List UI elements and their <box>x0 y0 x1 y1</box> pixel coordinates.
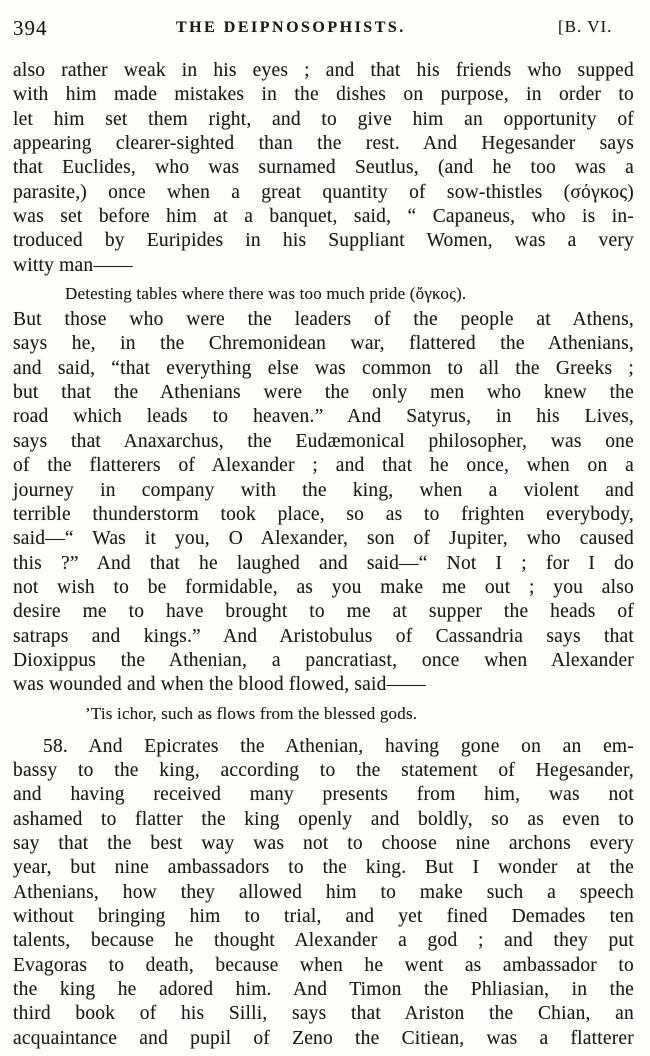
text-line: and said, “that everything else was common to all the Greeks ; <box>13 357 634 379</box>
text-line: that Euclides, who was surnamed Seutlus, (and he too was a <box>13 157 634 179</box>
text-line: parasite,) once when a great quantity of sow-thistles (σόγκος) <box>13 181 634 203</box>
text-line: with him made mistakes in the dishes on purpose, in order to <box>13 84 634 106</box>
text-line: 58. And Epicrates the Athenian, having gone on an em- <box>43 735 634 757</box>
paragraph <box>13 308 634 698</box>
paragraph <box>13 735 634 1051</box>
text-line: troduced by Euripides in his Suppliant Women, was a very <box>13 230 634 252</box>
text-line: and having received many presents from him, was not <box>13 784 634 806</box>
text-line: road which leads to heaven.” And Satyrus, in his Lives, <box>13 406 634 428</box>
paragraph <box>13 59 634 278</box>
text-line: Dioxippus the Athenian, a pancratiast, once when Alexander <box>13 649 634 671</box>
text-line: say that the best way was not to choose nine archons every <box>13 832 634 854</box>
text-line: let him set them right, and to give him an opportunity of <box>13 108 634 130</box>
text-line: Athenians, how they allowed him to make such a speech <box>13 881 634 903</box>
text-line: year, but nine ambassadors to the king. But I wonder at the <box>13 857 634 879</box>
text-line: acquaintance and pupil of Zeno the Citiean, was a flatterer <box>13 1027 634 1049</box>
text-line: was wounded and when the blood flowed, said—— <box>13 674 427 696</box>
verse-quote <box>65 282 634 305</box>
text-line: the king he adored him. And Timon the Phliasian, in the <box>13 979 634 1001</box>
text-line: third book of his Silli, says that Ariston the Chian, an <box>13 1003 634 1025</box>
text-line: desire me to have brought to me at supper the heads of <box>13 601 634 623</box>
verse-quote <box>85 702 634 725</box>
page-number: 394 <box>13 16 48 40</box>
text-line: appearing clearer-sighted than the rest. And Hegesander says <box>13 133 634 155</box>
text-line: Evagoras to death, because when he went as ambassador to <box>13 954 634 976</box>
page-body <box>13 59 634 1051</box>
running-head <box>13 16 634 42</box>
text-line: of the flatterers of Alexander ; and that he once, when on a <box>13 455 634 477</box>
text-line: says that Anaxarchus, the Eudæmonical philosopher, was one <box>13 430 634 452</box>
text-line: was set before him at a banquet, said, “ Capaneus, who is in- <box>13 206 634 228</box>
text-line: but that the Athenians were the only men who knew the <box>13 382 634 404</box>
text-line: without bringing him to trial, and yet fined Demades ten <box>13 906 634 927</box>
text-line: says he, in the Chremonidean war, flattered the Athenians, <box>13 333 634 355</box>
text-line: satraps and kings.” And Aristobulus of Cassandria says that <box>13 625 634 647</box>
text-line: this ?” And that he laughed and said—“ Not I ; for I do <box>13 552 634 574</box>
text-line: not wish to be formidable, as you make me out ; you also <box>13 576 634 598</box>
text-line: said—“ Was it you, O Alexander, son of Jupiter, who caused <box>13 528 634 550</box>
text-line: terrible thunderstorm took place, so as to frighten everybody, <box>13 503 634 525</box>
quote-line: ’Tis ichor, such as flows from the blessed gods. <box>85 703 418 723</box>
text-line: also rather weak in his eyes ; and that his friends who supped <box>13 60 634 81</box>
text-line: witty man—— <box>13 254 133 276</box>
text-line: journey in company with the king, when a violent and <box>13 479 634 501</box>
text-line: bassy to the king, according to the statement of Hegesander, <box>13 759 634 781</box>
book-reference: [B. VI. <box>558 17 613 36</box>
text-line: But those who were the leaders of the people at Athens, <box>13 309 634 331</box>
running-title: THE DEIPNOSOPHISTS. <box>176 19 406 36</box>
text-line: ashamed to flatter the king openly and boldly, so as even to <box>13 808 634 830</box>
text-line: talents, because he thought Alexander a god ; and they put <box>13 930 634 952</box>
quote-line: Detesting tables where there was too much pride (ὄγκος). <box>65 284 467 304</box>
